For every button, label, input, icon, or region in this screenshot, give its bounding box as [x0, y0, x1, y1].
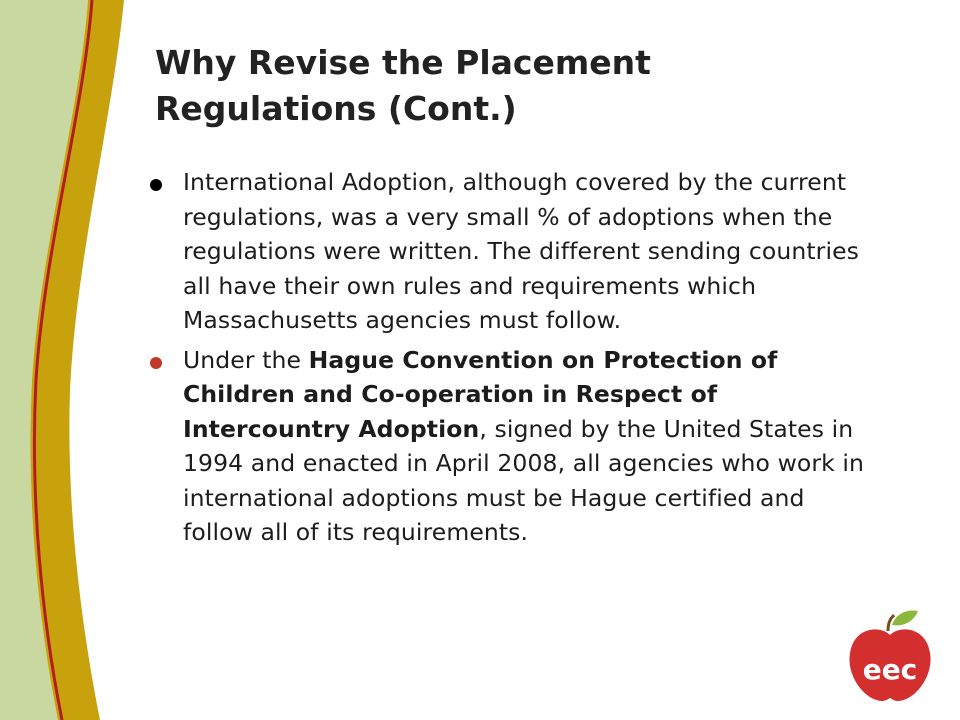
bullet-dot-icon: [150, 179, 162, 191]
eec-apple-logo-icon: [840, 605, 940, 705]
bullet-text: International Adoption, although covered by the current regulations, was a very small % of adoptions when the regulations were written. The different sending countries all have their own rules and requirements which Massachusetts agencies must follow.: [183, 168, 859, 334]
title-line-1: Why Revise the Placement: [155, 43, 651, 82]
bullet-prefix: Under the: [183, 345, 309, 374]
title-line-2: Regulations (Cont.): [155, 89, 517, 128]
hague-convention-name: Hague Convention on Protection of Children and Co-operation in Respect of Intercountry Adoption: [183, 345, 778, 443]
apple-leaf-icon: [892, 611, 918, 626]
slide-title: [155, 40, 915, 132]
logo-text: eec: [862, 653, 918, 686]
bullet-suffix: , signed by the United States in 1994 and enacted in April 2008, all agencies who work in international adoptions must be Hague certified and follow all of its requirements.: [183, 414, 865, 546]
bullet-list: [150, 165, 870, 555]
bullet-dot-icon: [150, 357, 162, 369]
bullet-item-international-adoption: [150, 165, 870, 338]
bullet-item-hague-convention: [150, 343, 870, 550]
